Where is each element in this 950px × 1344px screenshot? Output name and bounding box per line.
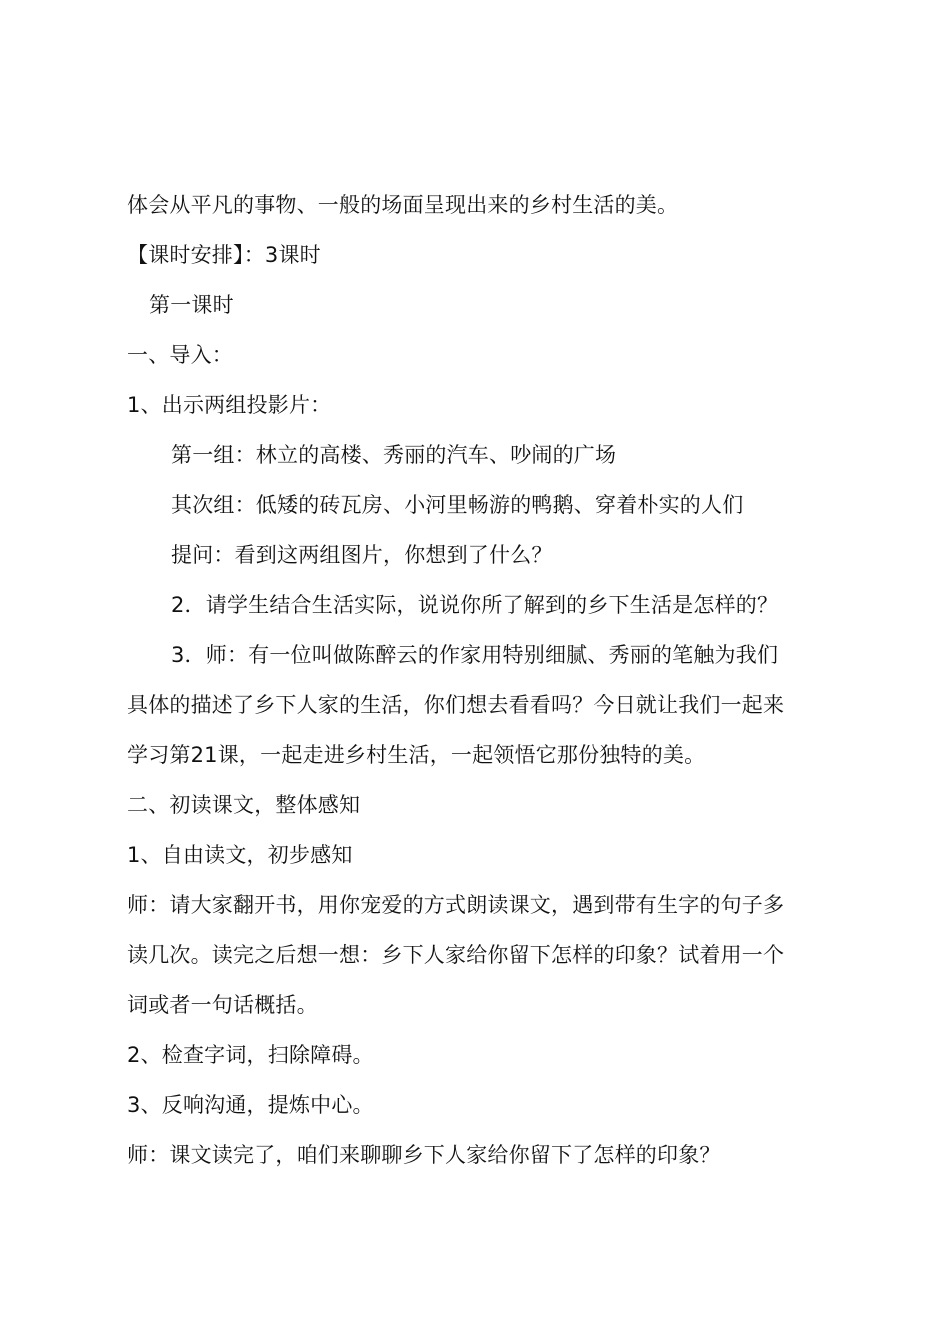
section-heading-intro: 一、导入： (127, 343, 233, 367)
list-item: 1、自由读文，初步感知 (127, 843, 353, 867)
paragraph-line: 词或者一句话概括。 (127, 993, 318, 1017)
paragraph-line: 学习第21课，一起走进乡村生活，一起领悟它那份独特的美。 (127, 743, 706, 767)
paragraph-line: 提问：看到这两组图片，你想到了什么？ (171, 543, 553, 567)
paragraph-line: 其次组：低矮的砖瓦房、小河里畅游的鸭鹅、穿着朴实的人们 (171, 493, 744, 517)
list-item: 3、反响沟通，提炼中心。 (127, 1093, 374, 1117)
list-item: 2、检查字词，扫除障碍。 (127, 1043, 374, 1067)
list-item: 1、出示两组投影片： (127, 393, 332, 417)
paragraph-line: 体会从平凡的事物、一般的场面呈现出来的乡村生活的美。 (127, 193, 679, 217)
paragraph-line: 读几次。读完之后想一想：乡下人家给你留下怎样的印象？试着用一个 (127, 943, 785, 967)
lesson-heading: 第一课时 (149, 293, 234, 317)
paragraph-line: 师：请大家翻开书，用你宠爱的方式朗读课文，遇到带有生字的句子多 (127, 893, 785, 917)
list-item: 3．师：有一位叫做陈醉云的作家用特别细腻、秀丽的笔触为我们 (171, 643, 779, 667)
section-heading-reading: 二、初读课文，整体感知 (127, 793, 361, 817)
paragraph-line: 第一组：林立的高楼、秀丽的汽车、吵闹的广场 (171, 443, 617, 467)
list-item: 2．请学生结合生活实际，说说你所了解到的乡下生活是怎样的？ (171, 593, 779, 617)
paragraph-line: 具体的描述了乡下人家的生活，你们想去看看吗？今日就让我们一起来 (127, 693, 785, 717)
lesson-arrangement-line: 【课时安排】：3课时 (127, 243, 321, 267)
paragraph-line: 师：课文读完了，咱们来聊聊乡下人家给你留下了怎样的印象？ (127, 1143, 721, 1167)
